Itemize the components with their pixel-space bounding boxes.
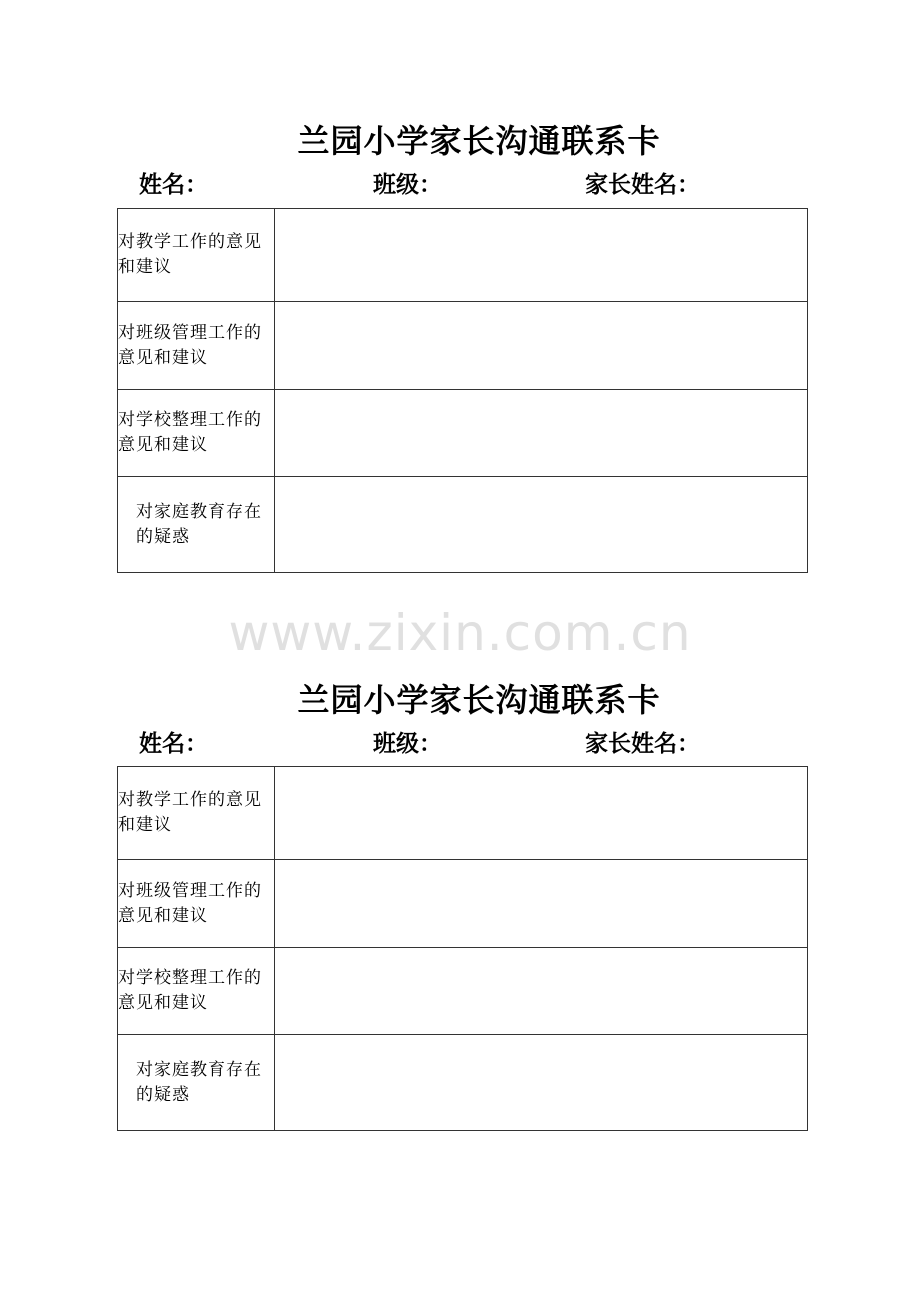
question-family-education: 对家庭教育存在的疑惑	[118, 477, 275, 573]
question-school: 对学校整理工作的意见和建议	[118, 390, 275, 477]
question-teaching: 对教学工作的意见和建议	[118, 209, 275, 302]
card-title: 兰园小学家长沟通联系卡	[297, 122, 661, 160]
question-family-education: 对家庭教育存在的疑惑	[118, 1035, 275, 1131]
answer-field-family-education[interactable]	[275, 1035, 808, 1131]
student-name-label: 姓名：	[139, 172, 208, 198]
parent-name-label: 家长姓名：	[585, 731, 700, 757]
answer-field-family-education[interactable]	[275, 477, 808, 573]
answer-field-teaching[interactable]	[275, 767, 808, 860]
answer-field-teaching[interactable]	[275, 209, 808, 302]
class-label: 班级：	[373, 731, 442, 757]
table-row	[118, 477, 808, 573]
question-class-management: 对班级管理工作的意见和建议	[118, 302, 275, 390]
parent-name-label: 家长姓名：	[585, 172, 700, 198]
feedback-table	[117, 766, 808, 1131]
table-row	[118, 860, 808, 948]
card-title: 兰园小学家长沟通联系卡	[297, 681, 661, 719]
table-row	[118, 302, 808, 390]
question-teaching: 对教学工作的意见和建议	[118, 767, 275, 860]
answer-field-school[interactable]	[275, 948, 808, 1035]
table-row	[118, 1035, 808, 1131]
question-school: 对学校整理工作的意见和建议	[118, 948, 275, 1035]
question-class-management: 对班级管理工作的意见和建议	[118, 860, 275, 948]
watermark: www.zixin.com.cn	[228, 604, 692, 662]
student-name-label: 姓名：	[139, 731, 208, 757]
feedback-table	[117, 208, 808, 573]
table-row	[118, 390, 808, 477]
table-row	[118, 948, 808, 1035]
answer-field-class-management[interactable]	[275, 302, 808, 390]
table-row	[118, 209, 808, 302]
class-label: 班级：	[373, 172, 442, 198]
table-row	[118, 767, 808, 860]
answer-field-school[interactable]	[275, 390, 808, 477]
answer-field-class-management[interactable]	[275, 860, 808, 948]
